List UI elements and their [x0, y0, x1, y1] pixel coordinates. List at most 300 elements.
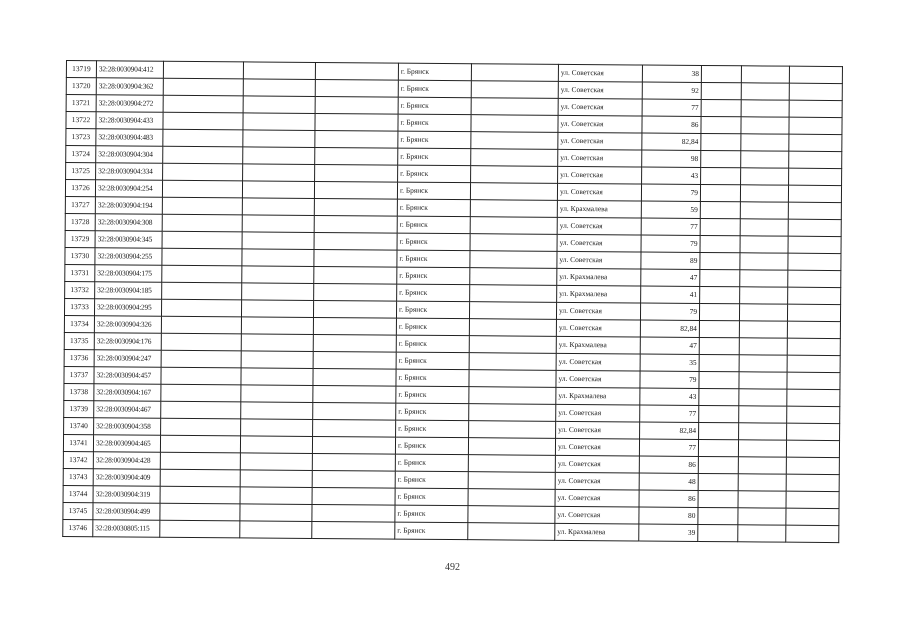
empty-cell [241, 368, 313, 386]
empty-cell [699, 371, 739, 388]
area-cell: 48 [639, 473, 698, 490]
city-cell: г. Брянск [395, 437, 468, 455]
empty-cell [242, 249, 314, 267]
empty-cell [162, 248, 242, 266]
empty-cell [701, 167, 741, 184]
city-cell: г. Брянск [398, 80, 471, 98]
empty-cell [314, 215, 397, 233]
empty-cell [241, 385, 313, 403]
empty-cell [470, 183, 557, 201]
empty-cell [242, 198, 314, 216]
street-cell: ул. Советская [557, 251, 641, 269]
empty-cell [469, 421, 556, 439]
empty-cell [468, 489, 555, 507]
cadastral-number-cell: 32:28:0030904:194 [95, 197, 162, 215]
empty-cell [314, 232, 397, 250]
empty-cell [240, 487, 312, 505]
empty-cell [787, 355, 840, 372]
street-cell: ул. Советская [557, 183, 641, 201]
area-cell: 79 [640, 371, 699, 388]
empty-cell [160, 469, 240, 487]
empty-cell [470, 251, 557, 269]
street-cell: ул. Советская [557, 217, 641, 235]
empty-cell [470, 200, 557, 218]
empty-cell [786, 474, 839, 491]
empty-cell [738, 440, 786, 457]
empty-cell [313, 419, 396, 437]
empty-cell [163, 78, 243, 96]
record-number-cell: 13728 [65, 213, 95, 230]
record-number-cell: 13741 [63, 434, 93, 451]
empty-cell [701, 133, 741, 150]
empty-cell [787, 321, 840, 338]
cadastral-number-cell: 32:28:0030904:319 [93, 486, 160, 504]
empty-cell [163, 129, 243, 147]
area-cell: 39 [639, 524, 698, 541]
cadastral-number-cell: 32:28:0030904:358 [94, 418, 161, 436]
city-cell: г. Брянск [398, 131, 471, 149]
area-cell: 82,84 [640, 422, 699, 439]
street-cell: ул. Советская [555, 438, 639, 456]
empty-cell [700, 184, 740, 201]
empty-cell [698, 439, 738, 456]
record-number-cell: 13726 [65, 180, 95, 197]
record-number-cell: 13727 [65, 196, 95, 213]
empty-cell [741, 66, 789, 83]
empty-cell [701, 116, 741, 133]
street-cell: ул. Советская [556, 404, 640, 422]
record-number-cell: 13735 [64, 332, 94, 349]
empty-cell [738, 508, 786, 525]
empty-cell [161, 384, 241, 402]
empty-cell [161, 350, 241, 368]
empty-cell [241, 300, 313, 318]
empty-cell [740, 287, 788, 304]
empty-cell [469, 387, 556, 405]
area-cell: 79 [641, 235, 700, 252]
empty-cell [163, 95, 243, 113]
cadastral-number-cell: 32:28:0030904:304 [96, 146, 163, 164]
cadastral-number-cell: 32:28:0030904:175 [95, 265, 162, 283]
street-cell: ул. Советская [558, 98, 642, 116]
empty-cell [468, 455, 555, 473]
city-cell: г. Брянск [398, 148, 471, 166]
empty-cell [741, 117, 789, 134]
record-number-cell: 13738 [64, 383, 94, 400]
empty-cell [163, 163, 243, 181]
record-number-cell: 13723 [66, 129, 96, 146]
cadastral-number-cell: 32:28:0030904:185 [95, 282, 162, 300]
empty-cell [699, 422, 739, 439]
empty-cell [740, 185, 788, 202]
empty-cell [315, 164, 398, 182]
area-cell: 77 [642, 99, 701, 116]
empty-cell [160, 435, 240, 453]
empty-cell [788, 202, 841, 219]
page-number: 492 [445, 562, 460, 573]
empty-cell [789, 83, 842, 100]
register-table-body [63, 61, 843, 543]
area-cell: 43 [642, 167, 701, 184]
cadastral-number-cell: 32:28:0030904:167 [94, 384, 161, 402]
empty-cell [739, 423, 787, 440]
empty-cell [312, 487, 395, 505]
empty-cell [468, 523, 555, 541]
empty-cell [161, 333, 241, 351]
empty-cell [700, 235, 740, 252]
empty-cell [314, 266, 397, 284]
city-cell: г. Брянск [397, 182, 470, 200]
cadastral-number-cell: 32:28:0030904:295 [94, 299, 161, 317]
empty-cell [160, 520, 240, 538]
empty-cell [314, 198, 397, 216]
empty-cell [163, 61, 243, 79]
empty-cell [242, 232, 314, 250]
empty-cell [471, 81, 558, 99]
empty-cell [739, 406, 787, 423]
empty-cell [740, 202, 788, 219]
city-cell: г. Брянск [397, 284, 470, 302]
empty-cell [471, 166, 558, 184]
city-cell: г. Брянск [395, 488, 468, 506]
record-number-cell: 13740 [64, 417, 94, 434]
city-cell: г. Брянск [395, 522, 468, 540]
empty-cell [699, 388, 739, 405]
empty-cell [313, 402, 396, 420]
city-cell: г. Брянск [396, 352, 469, 370]
empty-cell [699, 405, 739, 422]
city-cell: г. Брянск [397, 199, 470, 217]
empty-cell [789, 151, 842, 168]
empty-cell [161, 418, 241, 436]
empty-cell [741, 100, 789, 117]
empty-cell [700, 218, 740, 235]
empty-cell [240, 436, 312, 454]
area-cell: 47 [640, 337, 699, 354]
record-number-cell: 13719 [66, 61, 96, 78]
street-cell: ул. Советская [556, 302, 640, 320]
empty-cell [786, 457, 839, 474]
empty-cell [243, 62, 315, 80]
empty-cell [739, 338, 787, 355]
empty-cell [786, 525, 839, 542]
city-cell: г. Брянск [398, 114, 471, 132]
cadastral-number-cell: 32:28:0030904:176 [94, 333, 161, 351]
empty-cell [471, 115, 558, 133]
area-cell: 86 [639, 490, 698, 507]
empty-cell [738, 491, 786, 508]
record-number-cell: 13721 [66, 95, 96, 112]
cadastral-number-cell: 32:28:0030904:433 [96, 112, 163, 130]
empty-cell [243, 130, 315, 148]
empty-cell [243, 113, 315, 131]
cadastral-number-cell: 32:28:0030805:115 [93, 520, 160, 538]
empty-cell [699, 320, 739, 337]
street-cell: ул. Советская [555, 472, 639, 490]
empty-cell [469, 336, 556, 354]
empty-cell [162, 180, 242, 198]
empty-cell [471, 132, 558, 150]
city-cell: г. Брянск [397, 216, 470, 234]
empty-cell [740, 253, 788, 270]
cadastral-number-cell: 32:28:0030904:272 [96, 95, 163, 113]
empty-cell [470, 268, 557, 286]
empty-cell [788, 270, 841, 287]
area-cell: 77 [641, 218, 700, 235]
empty-cell [243, 164, 315, 182]
city-cell: г. Брянск [397, 233, 470, 251]
cadastral-number-cell: 32:28:0030904:247 [94, 350, 161, 368]
empty-cell [163, 112, 243, 130]
empty-cell [468, 438, 555, 456]
empty-cell [313, 385, 396, 403]
empty-cell [741, 168, 789, 185]
street-cell: ул. Крахмалева [556, 387, 640, 405]
cadastral-number-cell: 32:28:0030904:345 [95, 231, 162, 249]
city-cell: г. Брянск [398, 97, 471, 115]
empty-cell [701, 65, 741, 82]
area-cell: 35 [640, 354, 699, 371]
empty-cell [470, 285, 557, 303]
empty-cell [162, 231, 242, 249]
empty-cell [739, 321, 787, 338]
empty-cell [312, 436, 395, 454]
record-number-cell: 13732 [65, 281, 95, 298]
empty-cell [739, 372, 787, 389]
cadastral-number-cell: 32:28:0030904:457 [94, 367, 161, 385]
empty-cell [471, 149, 558, 167]
empty-cell [240, 453, 312, 471]
empty-cell [240, 521, 312, 539]
empty-cell [469, 319, 556, 337]
empty-cell [162, 214, 242, 232]
empty-cell [788, 287, 841, 304]
empty-cell [789, 117, 842, 134]
empty-cell [314, 249, 397, 267]
empty-cell [313, 368, 396, 386]
street-cell: ул. Крахмалева [557, 268, 641, 286]
record-number-cell: 13745 [63, 502, 93, 519]
empty-cell [241, 334, 313, 352]
empty-cell [739, 304, 787, 321]
street-cell: ул. Советская [558, 81, 642, 99]
street-cell: ул. Советская [558, 149, 642, 167]
street-cell: ул. Советская [555, 455, 639, 473]
empty-cell [315, 130, 398, 148]
empty-cell [314, 181, 397, 199]
empty-cell [161, 316, 241, 334]
cadastral-number-cell: 32:28:0030904:412 [96, 61, 163, 79]
street-cell: ул. Крахмалева [556, 336, 640, 354]
empty-cell [242, 181, 314, 199]
street-cell: ул. Советская [556, 353, 640, 371]
city-cell: г. Брянск [395, 454, 468, 472]
city-cell: г. Брянск [397, 267, 470, 285]
empty-cell [161, 401, 241, 419]
street-cell: ул. Советская [556, 421, 640, 439]
area-cell: 80 [639, 507, 698, 524]
cadastral-number-cell: 32:28:0030904:254 [95, 180, 162, 198]
empty-cell [313, 300, 396, 318]
empty-cell [162, 197, 242, 215]
city-cell: г. Брянск [397, 250, 470, 268]
record-number-cell: 13739 [64, 400, 94, 417]
cadastral-number-cell: 32:28:0030904:362 [96, 78, 163, 96]
empty-cell [469, 353, 556, 371]
record-number-cell: 13736 [64, 349, 94, 366]
empty-cell [787, 372, 840, 389]
empty-cell [470, 217, 557, 235]
empty-cell [162, 265, 242, 283]
area-cell: 77 [639, 439, 698, 456]
cadastral-number-cell: 32:28:0030904:255 [95, 248, 162, 266]
empty-cell [787, 406, 840, 423]
area-cell: 79 [640, 303, 699, 320]
empty-cell [789, 66, 842, 83]
empty-cell [698, 524, 738, 541]
record-number-cell: 13731 [65, 264, 95, 281]
empty-cell [315, 96, 398, 114]
empty-cell [471, 98, 558, 116]
record-number-cell: 13720 [66, 78, 96, 95]
empty-cell [698, 490, 738, 507]
empty-cell [469, 302, 556, 320]
cadastral-number-cell: 32:28:0030904:308 [95, 214, 162, 232]
area-cell: 92 [642, 82, 701, 99]
cadastral-number-cell: 32:28:0030904:409 [93, 469, 160, 487]
empty-cell [241, 402, 313, 420]
empty-cell [787, 338, 840, 355]
empty-cell [787, 423, 840, 440]
record-number-cell: 13724 [66, 146, 96, 163]
city-cell: г. Брянск [398, 165, 471, 183]
empty-cell [738, 474, 786, 491]
empty-cell [160, 452, 240, 470]
empty-cell [314, 283, 397, 301]
empty-cell [312, 470, 395, 488]
city-cell: г. Брянск [396, 318, 469, 336]
cadastral-number-cell: 32:28:0030904:499 [93, 503, 160, 521]
city-cell: г. Брянск [396, 420, 469, 438]
empty-cell [786, 508, 839, 525]
empty-cell [700, 252, 740, 269]
cadastral-number-cell: 32:28:0030904:334 [96, 163, 163, 181]
empty-cell [738, 457, 786, 474]
city-cell: г. Брянск [396, 386, 469, 404]
area-cell: 82,84 [642, 133, 701, 150]
empty-cell [787, 304, 840, 321]
empty-cell [313, 317, 396, 335]
street-cell: ул. Советская [558, 115, 642, 133]
empty-cell [470, 234, 557, 252]
empty-cell [240, 470, 312, 488]
record-number-cell: 13730 [65, 247, 95, 264]
empty-cell [160, 486, 240, 504]
empty-cell [315, 79, 398, 97]
cadastral-number-cell: 32:28:0030904:483 [96, 129, 163, 147]
record-number-cell: 13725 [66, 163, 96, 180]
empty-cell [241, 419, 313, 437]
empty-cell [789, 134, 842, 151]
empty-cell [739, 355, 787, 372]
record-number-cell: 13742 [63, 451, 93, 468]
street-cell: ул. Крахмалева [555, 523, 639, 541]
property-register-table [62, 60, 843, 543]
street-cell: ул. Советская [558, 64, 642, 82]
empty-cell [789, 168, 842, 185]
empty-cell [241, 317, 313, 335]
empty-cell [699, 337, 739, 354]
empty-cell [162, 282, 242, 300]
empty-cell [700, 286, 740, 303]
record-number-cell: 13744 [63, 485, 93, 502]
empty-cell [741, 83, 789, 100]
area-cell: 98 [642, 150, 701, 167]
street-cell: ул. Советская [558, 166, 642, 184]
city-cell: г. Брянск [395, 505, 468, 523]
empty-cell [741, 151, 789, 168]
area-cell: 38 [642, 65, 701, 82]
empty-cell [163, 146, 243, 164]
empty-cell [312, 521, 395, 539]
street-cell: ул. Крахмалева [557, 285, 641, 303]
empty-cell [468, 472, 555, 490]
city-cell: г. Брянск [395, 471, 468, 489]
area-cell: 86 [642, 116, 701, 133]
empty-cell [471, 64, 558, 82]
empty-cell [700, 269, 740, 286]
empty-cell [313, 351, 396, 369]
empty-cell [698, 473, 738, 490]
empty-cell [243, 147, 315, 165]
city-cell: г. Брянск [396, 335, 469, 353]
empty-cell [740, 219, 788, 236]
area-cell: 41 [641, 286, 700, 303]
empty-cell [701, 82, 741, 99]
empty-cell [243, 96, 315, 114]
empty-cell [315, 147, 398, 165]
street-cell: ул. Крахмалева [557, 200, 641, 218]
empty-cell [161, 299, 241, 317]
empty-cell [789, 100, 842, 117]
empty-cell [788, 185, 841, 202]
empty-cell [160, 503, 240, 521]
cadastral-number-cell: 32:28:0030904:467 [94, 401, 161, 419]
area-cell: 89 [641, 252, 700, 269]
area-cell: 47 [641, 269, 700, 286]
empty-cell [701, 150, 741, 167]
empty-cell [699, 303, 739, 320]
record-number-cell: 13743 [63, 468, 93, 485]
empty-cell [313, 334, 396, 352]
area-cell: 82,84 [640, 320, 699, 337]
empty-cell [315, 113, 398, 131]
area-cell: 43 [640, 388, 699, 405]
record-number-cell: 13734 [64, 315, 94, 332]
empty-cell [788, 236, 841, 253]
area-cell: 79 [641, 184, 700, 201]
empty-cell [700, 201, 740, 218]
register-sheet [62, 60, 842, 547]
street-cell: ул. Советская [558, 132, 642, 150]
area-cell: 86 [639, 456, 698, 473]
cadastral-number-cell: 32:28:0030904:428 [93, 452, 160, 470]
street-cell: ул. Советская [555, 506, 639, 524]
empty-cell [786, 491, 839, 508]
cadastral-number-cell: 32:28:0030904:326 [94, 316, 161, 334]
empty-cell [468, 506, 555, 524]
record-number-cell: 13746 [63, 519, 93, 536]
